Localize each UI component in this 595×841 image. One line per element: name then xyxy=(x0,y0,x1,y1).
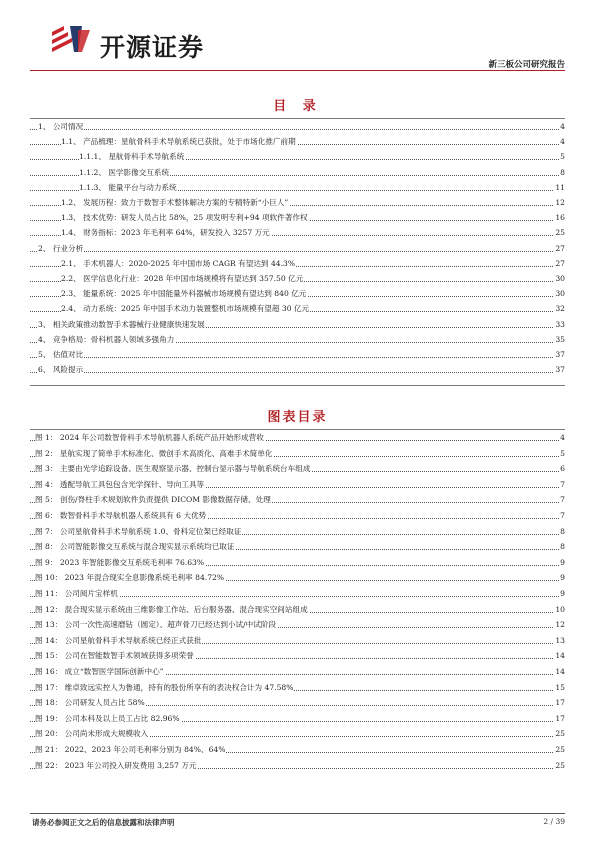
entry-title: 图 7： 公司星航骨科手术导航系统 1.0、骨科定位架已经取证 xyxy=(35,526,242,536)
entry-title: 图 18： 公司研发人员占比 58% xyxy=(35,698,145,708)
entry-title: 2、 行业分析 xyxy=(38,243,84,253)
entry-page-number: 25 xyxy=(555,745,565,754)
logo-text: 开源证券 xyxy=(100,33,205,62)
toc-entry[interactable] xyxy=(30,181,565,194)
entry-page-number: 13 xyxy=(555,635,565,645)
entry-page-number: 6 xyxy=(560,464,565,474)
entry-title: 图 13： 公司一次性高速磨钻（圆定）、超声骨刀已经达到小试/中试阶段 xyxy=(35,620,277,630)
figure-entry[interactable] xyxy=(30,649,565,662)
entry-title: 图 14： 公司星航骨科手术导航系统已经正式获批 xyxy=(35,635,202,645)
entry-title: 图 4： 透配导航工具包包含光学探针、导向工具等 xyxy=(35,479,205,489)
figure-entry[interactable] xyxy=(30,618,565,631)
fig-top-rule xyxy=(30,429,565,430)
figure-entry[interactable] xyxy=(30,525,565,538)
entry-title: 图 2： 星航实现了简单手术标准化、微创手术高质化、高难手术简单化 xyxy=(35,448,273,458)
entry-page-number: 30 xyxy=(555,274,565,283)
entry-title: 图 5： 创伤/脊柱手术规划软件负责提供 DICOM 影像数据存储、处理 xyxy=(35,495,271,505)
entry-title: 1.1.3、 能量平台与动力系统 xyxy=(79,182,177,192)
entry-page-number: 25 xyxy=(555,760,565,770)
entry-title: 1.2、 发展历程：致力于数智手术整体解决方案的专精特新“小巨人” xyxy=(61,198,289,207)
entry-page-number: 10 xyxy=(555,604,565,614)
entry-title: 图 3： 主要由光学追踪设备、医生观察显示器、控制台显示器与导航系统台车组成 xyxy=(35,464,311,474)
header-divider xyxy=(30,70,565,71)
figure-entry[interactable] xyxy=(30,681,565,694)
entry-title: 2.3、 能量系统：2025 年中国能量外科器械市场规模有望达到 840 亿元 xyxy=(61,289,307,299)
figure-entry[interactable] xyxy=(30,431,565,444)
dot-leader xyxy=(30,129,565,130)
entry-page-number: 30 xyxy=(555,289,565,299)
entry-page-number: 8 xyxy=(560,526,565,536)
figure-entry[interactable] xyxy=(30,540,565,553)
entry-page-number: 8 xyxy=(560,542,565,552)
entry-page-number: 8 xyxy=(560,167,565,177)
entry-title: 2.1、 手术机器人：2020-2025 年中国市场 CAGR 有望达到 44.3% xyxy=(61,258,296,268)
dot-leader xyxy=(30,357,565,358)
dot-leader xyxy=(30,372,565,373)
toc-entry[interactable] xyxy=(30,135,565,148)
entry-page-number: 5 xyxy=(560,448,565,458)
toc-entry[interactable] xyxy=(30,318,565,331)
toc-entry[interactable] xyxy=(30,226,565,239)
toc-bottom-rule xyxy=(30,385,565,386)
entry-page-number: 7 xyxy=(560,495,565,505)
entry-page-number: 27 xyxy=(555,243,565,253)
entry-page-number: 7 xyxy=(560,479,565,489)
page-header xyxy=(30,14,565,70)
toc-title: 目 录 xyxy=(273,99,322,114)
page-indicator: 2 / 39 xyxy=(543,817,565,826)
entry-title: 图 22： 2023 年公司投入研发费用 3,257 万元 xyxy=(35,760,197,770)
entry-title: 4、 竞争格局：骨科机器人领域多强角力 xyxy=(38,334,175,344)
toc-entry[interactable] xyxy=(30,242,565,255)
entry-page-number: 32 xyxy=(555,304,565,314)
entry-page-number: 7 xyxy=(560,511,565,520)
toc-entry[interactable] xyxy=(30,150,565,163)
toc-entry[interactable] xyxy=(30,166,565,179)
entry-page-number: 11 xyxy=(555,182,565,192)
toc-top-rule xyxy=(30,118,565,119)
figure-entry[interactable] xyxy=(30,462,565,475)
figure-entry[interactable] xyxy=(30,743,565,756)
entry-title: 图 6： 数智骨科手术导航机器人系统具有 6 大优势 xyxy=(35,511,207,520)
entry-title: 1、 公司情况 xyxy=(38,122,84,131)
figure-entry[interactable] xyxy=(30,727,565,740)
entry-title: 图 8： 公司智能影像交互系统与混合现实显示系统均已取证 xyxy=(35,542,235,552)
entry-title: 6、 风险提示 xyxy=(38,365,84,375)
entry-page-number: 33 xyxy=(555,319,565,329)
company-logo xyxy=(48,22,248,62)
footer-divider xyxy=(30,813,565,814)
toc-entry[interactable] xyxy=(30,211,565,224)
entry-title: 1.1、 产品梳理：星航骨科手术导航系统已获批，处于市场化推广前期 xyxy=(61,137,296,147)
figure-list-title: 图表目录 xyxy=(267,410,328,425)
entry-page-number: 9 xyxy=(560,557,565,567)
toc-entry[interactable] xyxy=(30,257,565,270)
entry-page-number: 17 xyxy=(555,713,565,723)
figure-entry[interactable] xyxy=(30,712,565,725)
report-type: 新三板公司研究报告 xyxy=(488,60,565,70)
entry-title: 3、 相关政策推动数智手术器械行业健康快速发展 xyxy=(38,319,205,329)
dot-leader xyxy=(30,251,565,252)
toc-entry[interactable] xyxy=(30,333,565,346)
figure-entry[interactable] xyxy=(30,447,565,460)
entry-page-number: 16 xyxy=(555,213,565,223)
entry-title: 5、 估值对比 xyxy=(38,350,84,359)
entry-title: 图 20： 公司尚未形成大规模收入 xyxy=(35,729,149,739)
figure-entry[interactable] xyxy=(30,509,565,522)
entry-title: 图 12： 混合现实显示系统由三维影像工作站、后台服务器、混合现实空间站组成 xyxy=(35,604,308,614)
entry-page-number: 9 xyxy=(560,573,565,583)
entry-page-number: 37 xyxy=(555,365,565,375)
footer-disclaimer: 请务必参阅正文之后的信息披露和法律声明 xyxy=(32,818,175,827)
entry-page-number: 25 xyxy=(555,228,565,238)
figure-entry[interactable] xyxy=(30,493,565,506)
entry-title: 图 15： 公司在智能数智手术领域获得多项荣誉 xyxy=(35,651,194,661)
toc-entry[interactable] xyxy=(30,348,565,361)
entry-title: 图 17： 维卓致远实控人为鲁通，持有的股份所享有的表决权合计为 47.58% xyxy=(35,682,294,692)
entry-page-number: 12 xyxy=(555,620,565,630)
entry-page-number: 12 xyxy=(555,198,565,207)
entry-page-number: 15 xyxy=(555,682,565,692)
entry-title: 1.3、 技术优势：研发人员占比 58%，25 项发明专利+94 项软件著作权 xyxy=(61,213,308,223)
entry-title: 图 16： 成立“数智医学国际创新中心” xyxy=(35,667,164,676)
entry-page-number: 27 xyxy=(555,258,565,268)
toc-entry[interactable] xyxy=(30,120,565,133)
toc-entry[interactable] xyxy=(30,287,565,300)
entry-page-number: 14 xyxy=(555,651,565,661)
entry-page-number: 17 xyxy=(555,698,565,708)
entry-title: 1.1.1、 星航骨科手术导航系统 xyxy=(79,152,185,162)
entry-title: 图 10： 2023 年混合现实全息影像系统毛利率 84.72% xyxy=(35,573,225,583)
toc-entry[interactable] xyxy=(30,196,565,209)
figure-entry[interactable] xyxy=(30,571,565,584)
entry-title: 1.4、 财务指标：2023 年毛利率 64%，研发投入 3257 万元 xyxy=(61,228,270,238)
toc-entry[interactable] xyxy=(30,272,565,285)
entry-page-number: 4 xyxy=(560,433,565,442)
entry-page-number: 4 xyxy=(560,122,565,131)
entry-title: 1.1.2、 医学影像交互系统 xyxy=(79,167,170,177)
figure-entry[interactable] xyxy=(30,696,565,709)
figure-entry[interactable] xyxy=(30,556,565,569)
entry-page-number: 37 xyxy=(555,350,565,359)
figure-entry[interactable] xyxy=(30,603,565,616)
figure-entry[interactable] xyxy=(30,759,565,772)
logo-mark-icon xyxy=(48,22,92,56)
entry-title: 图 1： 2024 年公司数智骨科手术导航机器人系统产品开始形成营收 xyxy=(35,433,264,442)
entry-title: 图 9： 2023 年智能影像交互系统毛利率 76.63% xyxy=(35,557,205,567)
figure-entry[interactable] xyxy=(30,587,565,600)
entry-page-number: 4 xyxy=(560,137,565,147)
entry-page-number: 5 xyxy=(560,152,565,162)
figure-entry[interactable] xyxy=(30,478,565,491)
entry-page-number: 9 xyxy=(560,589,565,598)
entry-page-number: 35 xyxy=(555,334,565,344)
toc-entry[interactable] xyxy=(30,363,565,376)
entry-page-number: 25 xyxy=(555,729,565,739)
figure-entry[interactable] xyxy=(30,665,565,678)
entry-title: 图 19： 公司本科及以上员工占比 82.96% xyxy=(35,713,180,723)
figure-entry[interactable] xyxy=(30,634,565,647)
entry-page-number: 14 xyxy=(555,667,565,676)
entry-title: 图 21： 2022、2023 年公司毛利率分别为 84%、64% xyxy=(35,745,226,754)
entry-title: 2.2、 医学信息化行业：2028 年中国市场规模将有望达到 357.50 亿元 xyxy=(61,274,304,283)
toc-entry[interactable] xyxy=(30,302,565,315)
entry-title: 图 11： 公司阅片宝样机 xyxy=(35,589,118,598)
entry-title: 2.4、 动力系统：2025 年中国手术动力装置整机市场规模有望超 30 亿元 xyxy=(61,304,310,314)
